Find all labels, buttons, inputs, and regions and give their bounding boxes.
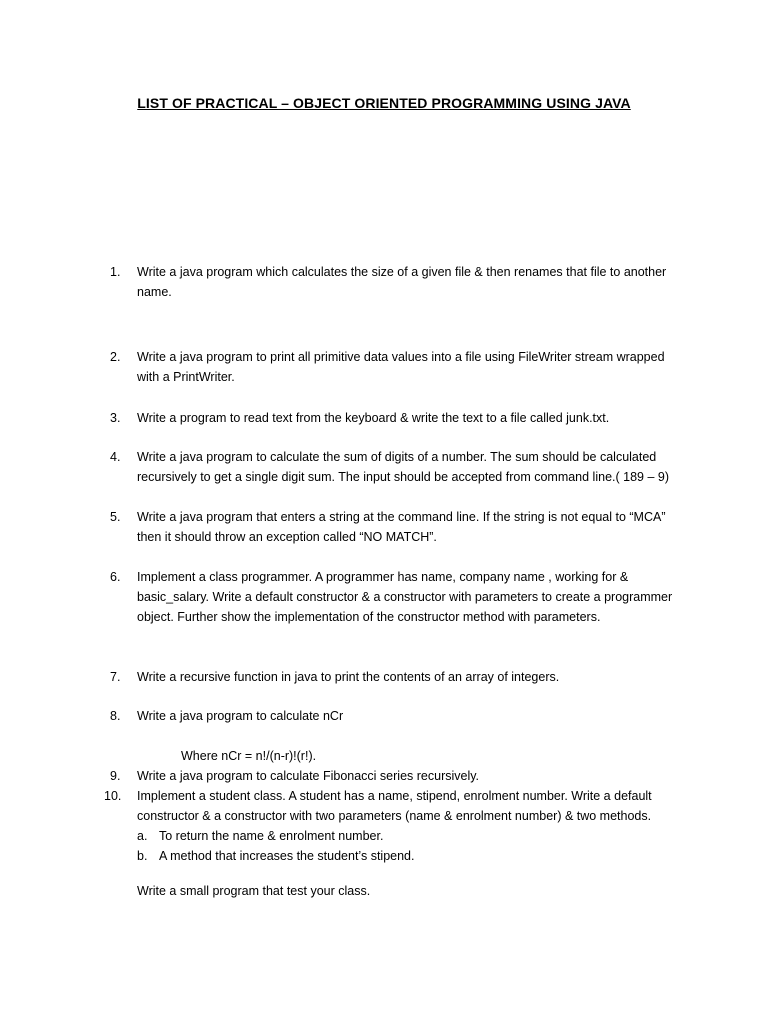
ncr-formula: Where nCr = n!/(n-r)!(r!). <box>181 749 317 763</box>
item-text: Write a java program to calculate the sum of digits of a number. The sum should be calculated recursively to get a single digit sum. The input should be accepted from command line.( 189 – 9) <box>137 450 669 484</box>
sub-item-letter: b. <box>137 849 148 863</box>
list-item-2 <box>110 347 690 387</box>
item-number: 9. <box>110 769 121 783</box>
sub-item-letter: a. <box>137 829 148 843</box>
list-item-7 <box>110 667 690 687</box>
item-text: Write a java program that enters a string at the command line. If the string is not equal to “MCA” then it should throw an exception called “NO MATCH”. <box>137 510 666 544</box>
item-text: Write a program to read text from the keyboard & write the text to a file called junk.txt. <box>137 411 610 425</box>
item-number: 10. <box>104 789 122 803</box>
list-item-4 <box>110 447 690 487</box>
page-title: LIST OF PRACTICAL – OBJECT ORIENTED PROGRAMMING USING JAVA <box>137 95 631 111</box>
list-item-1 <box>110 262 690 302</box>
item-text: Write a java program to calculate nCr <box>137 709 344 723</box>
item-number: 7. <box>110 670 121 684</box>
item-number: 3. <box>110 411 121 425</box>
item-text: Write a recursive function in java to print the contents of an array of integers. <box>137 670 560 684</box>
item-text: Implement a student class. A student has a name, stipend, enrolment number. Write a default constructor & a constructor with two parameters (name & enrolment number) & two methods. <box>137 789 652 823</box>
item-number: 2. <box>110 350 121 364</box>
list-item-9 <box>110 766 690 786</box>
sub-item-text: A method that increases the student’s stipend. <box>159 849 415 863</box>
item-number: 4. <box>110 450 121 464</box>
item-number: 8. <box>110 709 121 723</box>
item-number: 6. <box>110 570 121 584</box>
closing-instruction: Write a small program that test your class. <box>137 884 371 898</box>
sub-item-b <box>137 846 687 866</box>
list-item-8 <box>110 706 690 726</box>
item-number: 1. <box>110 265 121 279</box>
list-item-5 <box>110 507 690 547</box>
list-item-6 <box>110 567 690 627</box>
item-text: Write a java program to print all primitive data values into a file using FileWriter stream wrapped with a PrintWriter. <box>137 350 665 384</box>
item-text: Write a java program to calculate Fibonacci series recursively. <box>137 769 480 783</box>
item-number: 5. <box>110 510 121 524</box>
sub-item-text: To return the name & enrolment number. <box>159 829 384 843</box>
list-item-10 <box>104 786 690 826</box>
list-item-3 <box>110 408 690 428</box>
item-text: Implement a class programmer. A programmer has name, company name , working for & basic_salary. Write a default constructor & a constructor with parameters to create a programmer object. Further show the implementation of the constructor method with parameters. <box>137 570 673 624</box>
sub-item-a <box>137 826 687 846</box>
item-text: Write a java program which calculates the size of a given file & then renames that file to another name. <box>137 265 667 299</box>
